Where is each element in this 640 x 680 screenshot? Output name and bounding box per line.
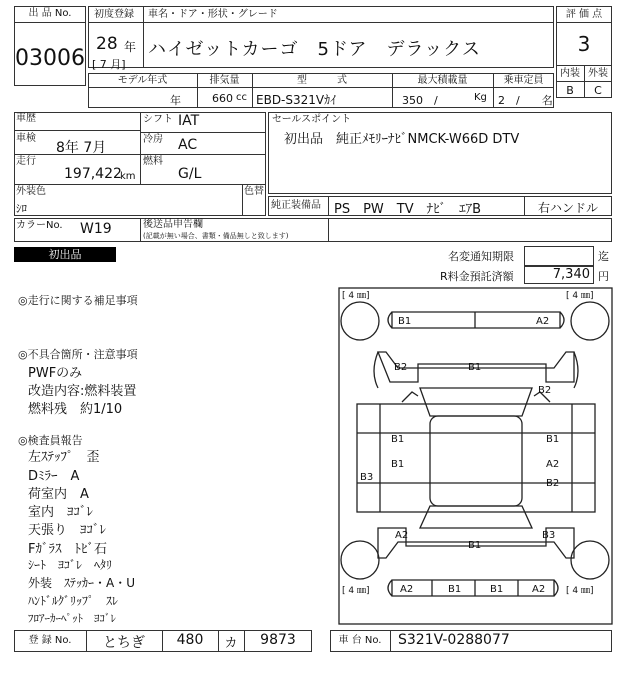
color-change-label: 色替	[244, 186, 264, 197]
damage-mark: B1	[468, 362, 482, 373]
damage-mark: A2	[400, 584, 414, 595]
exterior-label: 外装	[588, 68, 608, 79]
rear-window	[420, 506, 532, 528]
chassis-number: S321V-0288077	[398, 632, 510, 648]
history-label: 車歴	[16, 113, 36, 124]
damage-mark: B2	[538, 385, 552, 396]
capacity-label: 乗車定員	[503, 75, 544, 86]
inspector-item: Fｶﾞﾗｽ ﾄﾋﾞ石	[28, 542, 107, 557]
displacement-unit: cc	[236, 92, 247, 103]
damage-mark: B3	[542, 530, 556, 541]
inspector-item: ｼｰﾄ ﾖｺﾞﾚ ﾍﾀﾘ	[28, 558, 113, 572]
recycle-value: 7,340	[552, 267, 590, 282]
first-listing-badge: 初出品	[14, 247, 116, 262]
model-year-unit: 年	[170, 94, 181, 107]
color-no-value: W19	[80, 221, 112, 237]
damage-mark: B1	[391, 459, 405, 470]
ac-label: 冷房	[143, 134, 163, 145]
damage-mark: A2	[546, 459, 560, 470]
tire-rear-right	[571, 541, 609, 579]
displacement-label: 排気量	[209, 75, 240, 86]
registration-kana: カ	[224, 636, 238, 651]
aftermarket-note: (記載が無い場合、書類・備品無しと致します)	[143, 232, 289, 240]
registration-label: 登 録 No.	[28, 635, 72, 646]
tire-front-left	[341, 302, 379, 340]
exterior-grade: C	[594, 84, 602, 97]
damage-mark: A2	[536, 316, 550, 327]
first-reg-month: [ 7 月]	[92, 58, 126, 71]
roof	[430, 416, 522, 506]
inspector-item: ﾊﾝﾄﾞﾙｸﾞﾘｯﾌﾟ ｽﾚ	[28, 594, 119, 608]
defect-item: PWFのみ	[28, 366, 83, 381]
name-change-unit: 迄	[598, 250, 609, 263]
damage-mark: B1	[546, 434, 560, 445]
tire-rear-left	[341, 541, 379, 579]
tire-depth-label: [ 4 ㎜]	[342, 586, 370, 596]
damage-mark: A2	[395, 530, 409, 541]
color-label: 外装色	[16, 186, 46, 197]
max-load: 350 /	[402, 94, 438, 107]
capacity: 2 / 名	[498, 94, 553, 107]
max-load-unit: Kg	[474, 92, 487, 103]
body-outline	[357, 404, 595, 512]
fuel-value: G/L	[178, 166, 202, 182]
mileage-label: 走行	[16, 156, 36, 167]
steering-side: 右ハンドル	[537, 201, 598, 215]
model-year-label: モデル年式	[117, 75, 168, 86]
sales-point-value: 初出品 純正ﾒﾓﾘｰﾅﾋﾞNMCK-W66D DTV	[284, 132, 520, 147]
recycle-label: R料金預託済額	[440, 270, 514, 283]
lot-number-label: 出 品 No.	[28, 8, 72, 19]
damage-mark: A2	[532, 584, 546, 595]
registration-region: とちぎ	[103, 635, 145, 651]
car-name: ハイゼットカーゴ 5ドア デラックス	[148, 39, 481, 60]
first-reg-label: 初度登録	[94, 9, 134, 20]
aftermarket-label: 後送品申告欄	[143, 219, 203, 230]
inspector-item: 荷室内 A	[28, 487, 89, 502]
tire-depth-label: [ 4 ㎜]	[566, 291, 594, 301]
registration-class: 480	[176, 632, 204, 648]
defect-item: 燃料残 約1/10	[28, 402, 123, 417]
inspector-item: Dﾐﾗｰ A	[28, 469, 80, 484]
first-reg-year: 28	[96, 34, 118, 54]
shift-value: IAT	[178, 113, 200, 129]
inspector-heading: ◎検査員報告	[18, 434, 83, 447]
type-label: 型 式	[297, 75, 347, 86]
sales-point-label: セールスポイント	[272, 114, 352, 125]
interior-grade: B	[566, 84, 574, 97]
rating-score: 3	[577, 32, 591, 56]
inspection-label: 車検	[16, 133, 36, 144]
rating-label: 評 価 点	[565, 9, 603, 20]
equipment-label: 純正装備品	[271, 200, 321, 211]
mileage-unit: km	[120, 171, 136, 182]
defects-heading: ◎不具合箇所・注意事項	[18, 348, 138, 361]
damage-mark: B1	[490, 584, 504, 595]
tire-depth-label: [ 4 ㎜]	[566, 586, 594, 596]
color-value: ｼﾛ	[16, 202, 27, 215]
color-no-label: カラーNo.	[16, 220, 63, 231]
interior-label: 内装	[560, 68, 580, 79]
chassis-label: 車 台 No.	[338, 635, 382, 646]
damage-mark: B1	[391, 434, 405, 445]
name-change-label: 名変通知期限	[448, 250, 514, 263]
damage-mark: B1	[468, 540, 482, 551]
model-type: EBD-S321Vｶｲ	[256, 93, 337, 107]
recycle-unit: 円	[598, 270, 609, 283]
inspector-item: 天張り ﾖｺﾞﾚ	[28, 523, 107, 538]
driving-notes-heading: ◎走行に関する補足事項	[18, 294, 138, 307]
inspection-value: 8年 7月	[56, 140, 107, 156]
damage-mark: B2	[394, 362, 408, 373]
inspector-item: 外装 ｽﾃｯｶｰ・A・U	[28, 576, 135, 590]
mileage-value: 197,422	[64, 166, 122, 182]
defect-item: 改造内容:燃料装置	[28, 384, 137, 399]
car-name-label: 車名・ドア・形状・グレード	[148, 9, 278, 20]
inspector-item: 左ｽﾃｯﾌﾟ 歪	[28, 450, 100, 465]
ac-value: AC	[178, 137, 198, 153]
tire-front-right	[571, 302, 609, 340]
fuel-label: 燃料	[143, 156, 163, 167]
damage-mark: B2	[546, 478, 560, 489]
damage-mark: B3	[360, 472, 374, 483]
equipment-value: PS PW TV ﾅﾋﾞ ｴｱB	[334, 202, 482, 217]
registration-number: 9873	[260, 632, 296, 648]
inspector-item: ﾌﾛｱｰｶｰﾍﾟｯﾄ ﾖｺﾞﾚ	[28, 612, 116, 625]
damage-mark: B1	[448, 584, 462, 595]
tire-depth-label: [ 4 ㎜]	[342, 291, 370, 301]
first-reg-year-unit: 年	[124, 40, 137, 54]
max-load-label: 最大積載量	[417, 75, 468, 86]
damage-mark: B1	[398, 316, 412, 327]
lot-number: 03006	[15, 46, 85, 71]
displacement: 660	[212, 92, 233, 105]
shift-label: シフト	[143, 114, 173, 125]
inspector-item: 室内 ﾖｺﾞﾚ	[28, 505, 94, 520]
windshield	[420, 388, 532, 416]
